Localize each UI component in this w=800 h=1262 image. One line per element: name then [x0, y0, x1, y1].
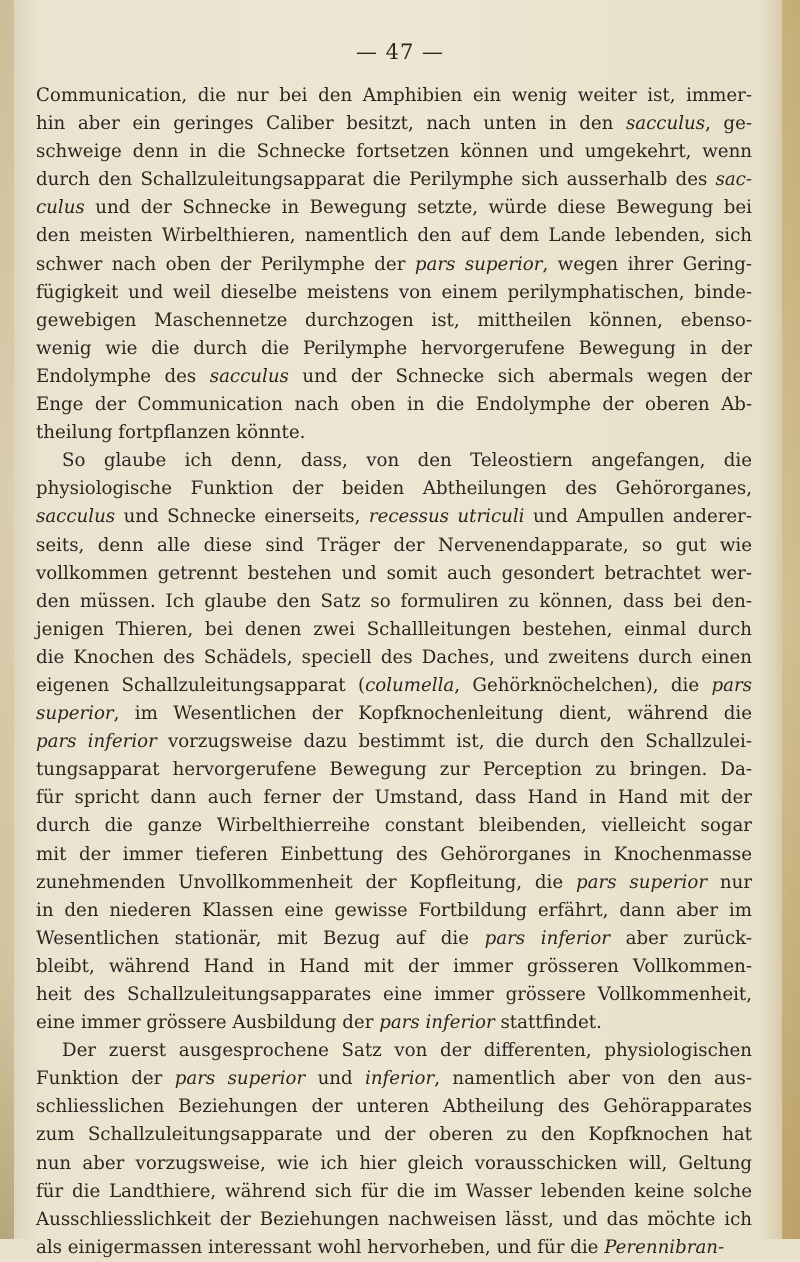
- text-line: Enge der Communication nach oben in die Endolymphe der oberen Ab-: [36, 394, 752, 416]
- text-line: jenigen Thieren, bei denen zwei Schallleitungen bestehen, einmal durch: [36, 618, 752, 640]
- text-line: den meisten Wirbelthieren, namentlich den auf dem Lande lebenden, sich: [36, 225, 752, 247]
- text-line: Communication, die nur bei den Amphibien ein wenig weiter ist, immer-: [36, 85, 752, 106]
- text-line: schwer nach oben der Perilymphe der pars superior, wegen ihrer Gering-: [36, 253, 753, 275]
- paper-edge-right: [782, 0, 800, 1239]
- text-line: tungsapparat hervorgerufene Bewegung zur Perception zu bringen. Da-: [36, 759, 752, 781]
- text-line: Funktion der pars superior und inferior, namentlich aber von den aus-: [36, 1068, 752, 1090]
- page-number: — 47 —: [355, 40, 445, 64]
- text-line: schweige denn in die Schnecke fortsetzen können und umgekehrt, wenn: [36, 141, 752, 163]
- text-line: fügigkeit und weil dieselbe meistens von einem perilymphatischen, binde-: [36, 281, 752, 303]
- text-line: nun aber vorzugsweise, wie ich hier gleich vorausschicken will, Geltung: [36, 1152, 752, 1174]
- text-line: theilung fortpflanzen könnte.: [36, 422, 306, 444]
- paragraph: [36, 1037, 752, 1262]
- text-line: zum Schallzuleitungsapparate und der oberen zu den Kopfknochen hat: [36, 1124, 752, 1146]
- text-line: gewebigen Maschennetze durchzogen ist, mittheilen können, ebenso-: [36, 309, 752, 331]
- text-line: vollkommen getrennt bestehen und somit auch gesondert betrachtet wer-: [36, 562, 752, 584]
- text-line: physiologische Funktion der beiden Abtheilungen des Gehörorganes,: [36, 478, 752, 500]
- body-text: [36, 82, 752, 1262]
- text-line: wenig wie die durch die Perilymphe hervorgerufene Bewegung in der: [36, 337, 752, 359]
- paper-edge-left: [0, 0, 14, 1239]
- text-line: eine immer grössere Ausbildung der pars inferior stattfindet.: [36, 1012, 602, 1034]
- text-line: So glaube ich denn, dass, von den Teleostiern angefangen, die: [62, 450, 752, 472]
- text-line: eigenen Schallzuleitungsapparat (columella, Gehörknöchelchen), die pars: [36, 674, 752, 696]
- text-line: seits, denn alle diese sind Träger der Nervenendapparate, so gut wie: [36, 534, 752, 556]
- text-line: den müssen. Ich glaube den Satz so formuliren zu können, dass bei den-: [36, 590, 752, 612]
- text-line: heit des Schallzuleitungsapparates eine immer grössere Vollkommenheit,: [36, 984, 752, 1005]
- text-line: in den niederen Klassen eine gewisse Fortbildung erfährt, dann aber im: [36, 899, 752, 921]
- text-line: als einigermassen interessant wohl hervorheben, und für die Perennibran-: [36, 1236, 725, 1258]
- text-line: pars inferior vorzugsweise dazu bestimmt ist, die durch den Schallzulei-: [36, 731, 752, 753]
- text-line: Der zuerst ausgesprochene Satz von der differenten, physiologischen: [62, 1040, 752, 1062]
- paragraph: [36, 447, 752, 1037]
- text-line: mit der immer tieferen Einbettung des Gehörorganes in Knochenmasse: [36, 843, 752, 865]
- text-line: zunehmenden Unvollkommenheit der Kopfleitung, die pars superior nur: [36, 871, 753, 893]
- paragraph: [36, 82, 752, 447]
- text-line: sacculus und Schnecke einerseits, recessus utriculi und Ampullen anderer-: [36, 506, 753, 528]
- text-line: durch den Schallzuleitungsapparat die Perilymphe sich ausserhalb des sac-: [36, 169, 752, 191]
- text-line: superior, im Wesentlichen der Kopfknochenleitung dient, während die: [36, 703, 752, 725]
- text-line: hin aber ein geringes Caliber besitzt, nach unten in den sacculus, ge-: [36, 113, 752, 135]
- text-line: bleibt, während Hand in Hand mit der immer grösseren Vollkommen-: [36, 955, 752, 977]
- text-line: für die Landthiere, während sich für die im Wasser lebenden keine solche: [36, 1180, 752, 1202]
- text-line: Ausschliesslichkeit der Beziehungen nachweisen lässt, und das möchte ich: [36, 1208, 752, 1230]
- text-line: Wesentlichen stationär, mit Bezug auf die pars inferior aber zurück-: [36, 927, 752, 949]
- text-line: schliesslichen Beziehungen der unteren Abtheilung des Gehörapparates: [36, 1096, 752, 1118]
- text-line: culus und der Schnecke in Bewegung setzte, würde diese Bewegung bei: [36, 197, 752, 219]
- text-line: durch die ganze Wirbelthierreihe constant bleibenden, vielleicht sogar: [36, 815, 752, 837]
- text-line: Endolymphe des sacculus und der Schnecke sich abermals wegen der: [36, 365, 753, 387]
- text-line: die Knochen des Schädels, speciell des Daches, und zweitens durch einen: [36, 646, 752, 668]
- text-line: für spricht dann auch ferner der Umstand, dass Hand in Hand mit der: [36, 787, 752, 809]
